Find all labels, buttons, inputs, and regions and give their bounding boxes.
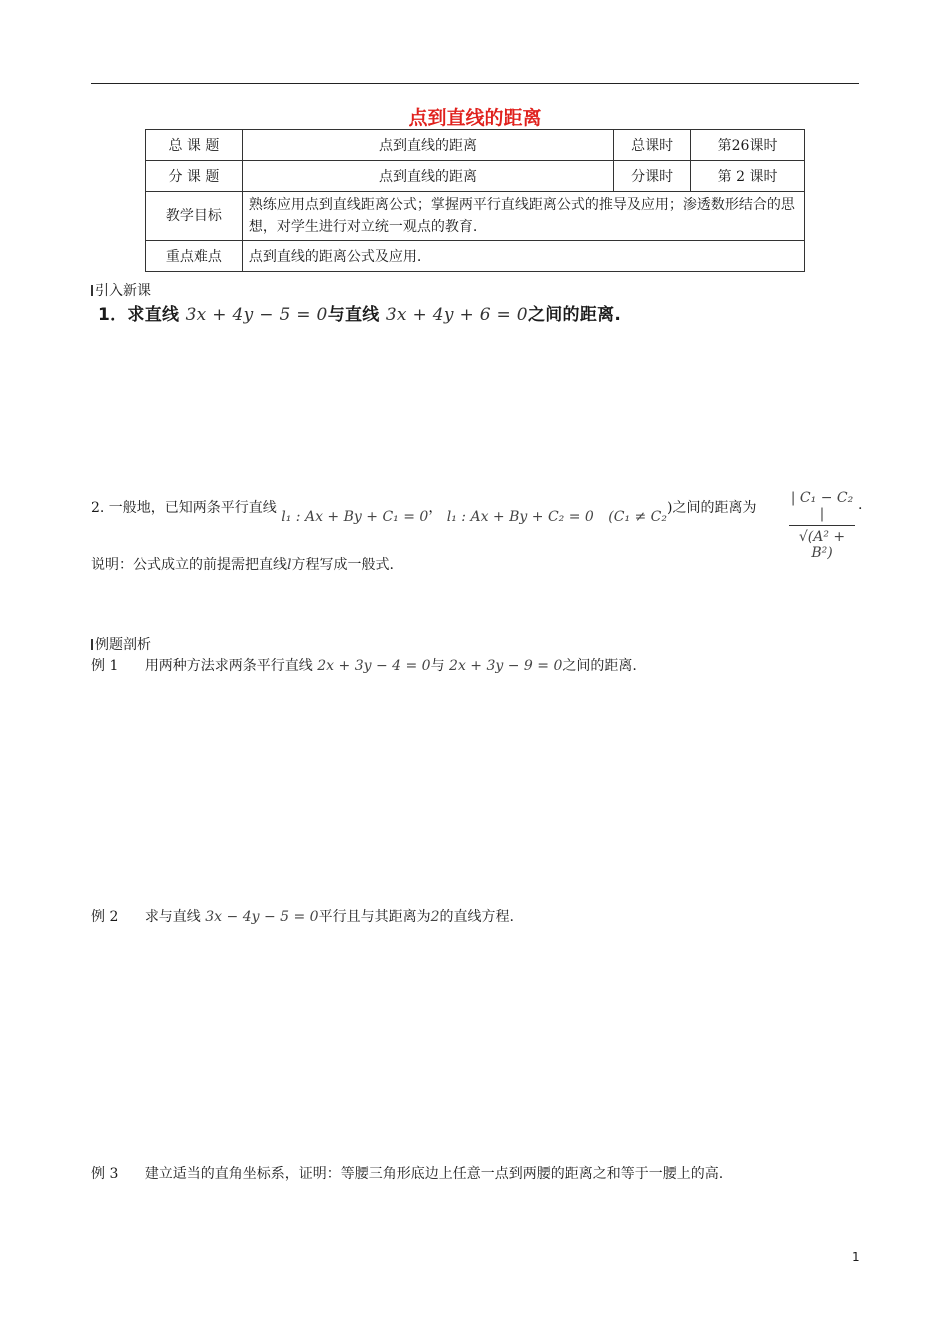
cell-label: 总课时 [614,130,691,161]
table-row [146,161,805,192]
equation: 3x + 4y + 6 = 0 [385,305,528,325]
formula-numerator: | C₁ − C₂ | [789,490,855,526]
equation: l₁ : Ax + By + C₁ = 0 [281,509,429,525]
cell-value: 第 2 课时 [691,161,805,192]
cell-label: 教学目标 [146,192,243,241]
page-number: 1 [852,1250,860,1264]
equation: 2x + 3y − 9 = 0 [449,658,563,674]
distance-formula [789,490,855,561]
equation: 2x + 3y − 4 = 0 [317,658,431,674]
cell-value: 点到直线的距离 [242,161,613,192]
cell-label: 分 课 题 [146,161,243,192]
section-marker [91,639,93,650]
example-3: 例 3 建立适当的直角坐标系，证明：等腰三角形底边上任意一点到两腰的距离之和等于一腰上的高. [91,1166,724,1182]
note: 说明：公式成立的前提需把直线l方程写成一般式. [91,557,394,573]
formula-denominator: √(A² + B²) [798,529,846,561]
section-heading-examples: 例题剖析 [91,634,151,654]
equation: 3x + 4y − 5 = 0 [185,305,328,325]
example-2: 例 2 求与直线 3x − 4y − 5 = 0平行且与其距离为2的直线方程. [91,909,514,925]
cell-value: 熟练应用点到直线距离公式；掌握两平行直线距离公式的推导及应用；渗透数形结合的思想，对学生进行对立统一观点的教育. [242,192,804,241]
example-1: 例 1 用两种方法求两条平行直线 2x + 3y − 4 = 0与 2x + 3y − 9 = 0之间的距离. [91,658,637,674]
cell-label: 分课时 [614,161,691,192]
page-title: 点到直线的距离 [408,107,542,129]
question-2: 2. 一般地，已知两条平行直线 l₁ : Ax + By + C₁ = 0， l₁ : Ax + By + C₂ = 0 (C₁ ≠ C₂)之间的距离为 [91,500,757,525]
cell-value: 点到直线的距离公式及应用. [242,241,804,272]
cell-label: 总 课 题 [146,130,243,161]
table-row [146,192,805,241]
header-rule [91,83,859,84]
cell-label: 重点难点 [146,241,243,272]
equation: 3x − 4y − 5 = 0 [205,909,319,925]
table-row [146,241,805,272]
formula-period: . [858,497,863,513]
cell-value: 第26课时 [691,130,805,161]
section-heading-intro: 引入新课 [91,280,151,300]
lesson-info-table [145,129,805,272]
section-marker [91,285,93,296]
equation: l₁ : Ax + By + C₂ = 0 [446,509,594,525]
table-row [146,130,805,161]
condition: (C₁ ≠ C₂ [608,509,668,525]
question-1: 1．求直线 3x + 4y − 5 = 0与直线 3x + 4y + 6 = 0之间的距离. [98,305,622,325]
cell-value: 点到直线的距离 [242,130,613,161]
